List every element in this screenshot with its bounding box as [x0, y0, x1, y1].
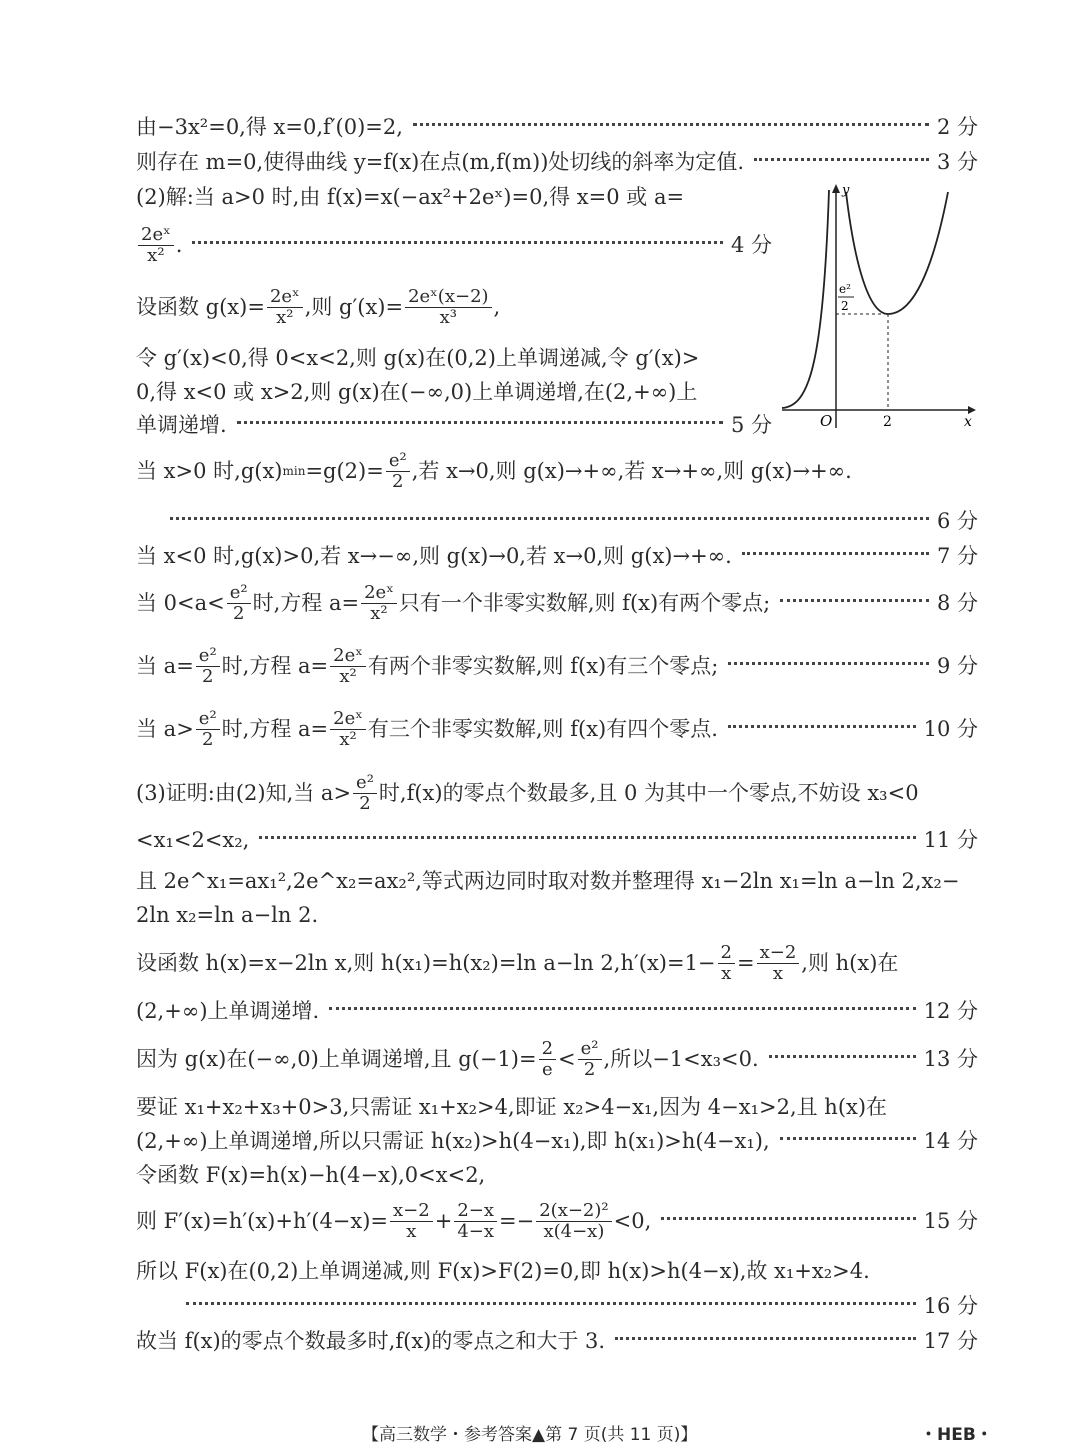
line-text: =g(2)=	[305, 459, 384, 483]
fraction-denominator: 2	[202, 665, 214, 687]
line-text: 时,方程 a=	[221, 717, 329, 741]
fraction	[138, 225, 174, 266]
line-text: ,所以−1<x₃<0.	[603, 1047, 759, 1071]
fraction-numerator: 2eˣ	[361, 583, 397, 604]
solution-line	[136, 770, 919, 816]
line-text: 设函数 h(x)=x−2ln x,则 h(x₁)=h(x₂)=ln a−ln 2,h′(x)=1−	[136, 951, 716, 975]
line-text: 当 x>0 时,g(x)	[136, 459, 283, 483]
solution-line	[136, 542, 978, 570]
line-text: 时,f(x)的零点个数最多,且 0 为其中一个零点,不妨设 x₃<0	[378, 781, 919, 805]
x-axis-arrow	[968, 406, 976, 414]
score-mark: 12 分	[923, 999, 978, 1023]
solution-line	[186, 1292, 978, 1320]
line-text: 则存在 m=0,使得曲线 y=f(x)在点(m,f(m))处切线的斜率为定值.	[136, 150, 745, 174]
solution-line	[136, 1257, 870, 1285]
fraction-numerator: x−2	[390, 1201, 433, 1222]
period: .	[175, 233, 183, 257]
dotted-leader	[413, 123, 929, 126]
solution-line	[136, 284, 500, 330]
fraction-numerator: 2eˣ	[267, 287, 303, 308]
solution-line	[136, 1198, 978, 1244]
fraction-numerator: e²	[227, 583, 251, 604]
score-mark: 6 分	[936, 509, 978, 533]
fraction-denominator: 2	[392, 470, 404, 492]
fraction	[454, 1201, 497, 1242]
dotted-leader	[769, 1055, 916, 1058]
dotted-leader	[728, 662, 929, 665]
line-text: 有三个非零实数解,则 f(x)有四个零点.	[367, 717, 718, 741]
line-text: 所以 F(x)在(0,2)上单调递减,则 F(x)>F(2)=0,即 h(x)>h(4−x),故 x₁+x₂>4.	[136, 1259, 870, 1283]
fraction-denominator: x²	[339, 665, 357, 687]
origin-label: O	[820, 412, 833, 430]
fraction	[718, 943, 735, 984]
solution-line	[136, 1127, 978, 1155]
fraction-numerator: e²	[353, 773, 377, 794]
fraction-denominator: x²	[276, 306, 294, 328]
x-tick-label: 2	[883, 414, 892, 430]
line-text: 时,方程 a=	[221, 654, 329, 678]
y-axis-arrow	[832, 184, 840, 193]
fraction-numerator: 2	[718, 943, 735, 964]
fraction-numerator: 2	[539, 1039, 556, 1060]
dotted-leader	[192, 241, 723, 244]
solution-line	[136, 643, 978, 689]
dotted-leader	[186, 1302, 916, 1305]
line-text: 当 x<0 时,g(x)>0,若 x→−∞,则 g(x)→0,若 x→0,则 g(x)→+∞.	[136, 544, 732, 568]
line-text: <x₁<2<x₂,	[136, 828, 250, 852]
line-text: (2,+∞)上单调递增,所以只需证 h(x₂)>h(4−x₁),即 h(x₁)>h(4−x₁),	[136, 1129, 770, 1153]
solution-line	[136, 1093, 887, 1121]
line-text: 由−3x²=0,得 x=0,f′(0)=2,	[136, 115, 403, 139]
line-text: 只有一个非零实数解,则 f(x)有两个零点;	[398, 591, 771, 615]
line-text: <0,	[613, 1209, 652, 1233]
line-text: =	[736, 951, 755, 975]
fraction	[196, 646, 220, 687]
line-text: (2)解:当 a>0 时,由 f(x)=x(−ax²+2eˣ)=0,得 x=0 或 a=	[136, 185, 685, 209]
fraction	[330, 709, 366, 750]
line-text: 因为 g(x)在(−∞,0)上单调递增,且 g(−1)=	[136, 1047, 537, 1071]
solution-line	[136, 940, 898, 986]
score-mark: 10 分	[923, 717, 978, 741]
page-footer	[0, 1416, 1080, 1446]
line-text: 2ln x₂=ln a−ln 2.	[136, 903, 319, 927]
solution-line	[136, 344, 699, 372]
fraction	[361, 583, 397, 624]
dotted-leader	[661, 1217, 915, 1220]
line-text: <	[558, 1047, 576, 1071]
fraction	[578, 1039, 602, 1080]
fraction-denominator: x²	[147, 244, 165, 266]
score-mark: 8 分	[936, 591, 978, 615]
left-branch-curve	[782, 190, 829, 408]
fraction-denominator: x³	[439, 306, 457, 328]
solution-line	[136, 706, 978, 752]
dotted-leader	[329, 1007, 915, 1010]
fraction-denominator: 4−x	[457, 1220, 495, 1242]
fraction	[267, 287, 303, 328]
score-mark: 15 分	[923, 1209, 978, 1233]
fraction-denominator: 2	[202, 728, 214, 750]
line-text: ,则 g′(x)=	[304, 295, 404, 319]
dotted-leader	[728, 725, 916, 728]
solution-line	[136, 867, 959, 895]
fraction-numerator: 2−x	[454, 1201, 497, 1222]
line-text: +	[434, 1209, 453, 1233]
dotted-leader	[237, 421, 723, 424]
fraction	[536, 1201, 611, 1242]
fraction	[405, 287, 491, 328]
line-text: =−	[499, 1209, 535, 1233]
solution-line	[170, 507, 978, 535]
solution-line	[136, 580, 978, 626]
line-text: 有两个非零实数解,则 f(x)有三个零点;	[367, 654, 719, 678]
score-mark: 9 分	[936, 654, 978, 678]
line-text: 单调递增.	[136, 413, 227, 437]
line-text: 要证 x₁+x₂+x₃+0>3,只需证 x₁+x₂>4,即证 x₂>4−x₁,因为 4−x₁>2,且 h(x)在	[136, 1095, 888, 1119]
comma: ,	[493, 295, 501, 319]
score-mark: 4 分	[730, 233, 772, 257]
line-text: 且 2e^x₁=ax₁²,2e^x₂=ax₂²,等式两边同时取对数并整理得 x₁−2ln x₁=ln a−ln 2,x₂−	[136, 869, 960, 893]
fraction-numerator: x−2	[757, 943, 800, 964]
fraction	[757, 943, 800, 984]
solution-line	[136, 378, 697, 406]
line-text: ,则 h(x)在	[801, 951, 899, 975]
score-mark: 16 分	[923, 1294, 978, 1318]
dotted-leader	[615, 1337, 916, 1340]
fraction-numerator: 2(x−2)²	[536, 1201, 611, 1222]
fraction-numerator: 2eˣ	[330, 709, 366, 730]
solution-line	[136, 1161, 485, 1189]
line-text: ,若 x→0,则 g(x)→+∞,若 x→+∞,则 g(x)→+∞.	[411, 459, 852, 483]
score-mark: 11 分	[923, 828, 978, 852]
fraction-denominator: x	[721, 962, 732, 984]
fraction	[353, 773, 377, 814]
solution-line	[136, 183, 684, 211]
line-text: 当 0<a<	[136, 591, 225, 615]
score-mark: 7 分	[936, 544, 978, 568]
score-mark: 14 分	[923, 1129, 978, 1153]
solution-line	[136, 1327, 978, 1355]
fraction-numerator: e²	[196, 646, 220, 667]
line-text: 故当 f(x)的零点个数最多时,f(x)的零点之和大于 3.	[136, 1329, 606, 1353]
solution-line: 当 x>0 时,g(x) min =g(2)= $\frac{\text{e²}}{2}$ ,若 x→0,则 g(x)→+∞,若 x→+∞,则 g(x)→+∞.	[136, 449, 852, 492]
dotted-leader	[780, 599, 929, 602]
fraction-numerator: 2eˣ	[330, 646, 366, 667]
fraction-denominator: x²	[339, 728, 357, 750]
score-mark: 2 分	[936, 115, 978, 139]
solution-line	[136, 222, 772, 268]
fraction-denominator: x	[406, 1220, 417, 1242]
fraction-numerator: e²	[386, 451, 410, 472]
dotted-leader	[742, 552, 929, 555]
fraction-denominator: e	[541, 1058, 553, 1080]
dotted-leader	[754, 158, 929, 161]
solution-line	[136, 901, 318, 929]
score-mark: 3 分	[936, 150, 978, 174]
fraction	[196, 709, 220, 750]
fraction-numerator: 2eˣ(x−2)	[405, 287, 491, 308]
fraction-denominator: x	[772, 962, 784, 984]
dotted-leader	[259, 836, 915, 839]
line-text: 0,得 x<0 或 x>2,则 g(x)在(−∞,0)上单调递增,在(2,+∞)上	[136, 380, 698, 404]
footer-page-info: 【高三数学・参考答案▲第 7 页(共 11 页)】	[362, 1425, 698, 1445]
x-axis-label: x	[964, 414, 972, 430]
solution-line	[136, 1036, 978, 1082]
y-axis-label: y	[842, 183, 850, 198]
line-text: 则 F′(x)=h′(x)+h′(4−x)=	[136, 1209, 389, 1233]
right-branch-curve	[846, 192, 948, 314]
fraction	[539, 1039, 556, 1080]
line-text: (2,+∞)上单调递增.	[136, 999, 320, 1023]
line-text: 当 a>	[136, 717, 194, 741]
min-value-denominator: 2	[841, 299, 849, 313]
fraction	[227, 583, 251, 624]
solution-line	[136, 148, 978, 176]
min-value-numerator: e²	[839, 282, 851, 296]
line-text: 令 g′(x)<0,得 0<x<2,则 g(x)在(0,2)上单调递减,令 g′(x)>	[136, 346, 700, 370]
line-text: (3)证明:由(2)知,当 a>	[136, 781, 352, 805]
line-text: 设函数 g(x)=	[136, 295, 265, 319]
function-graph	[778, 180, 980, 432]
score-mark: 13 分	[923, 1047, 978, 1071]
fraction	[330, 646, 366, 687]
dotted-leader	[170, 517, 929, 520]
solution-line	[136, 997, 978, 1025]
fraction	[386, 451, 410, 492]
fraction	[390, 1201, 433, 1242]
solution-line	[136, 113, 978, 141]
footer-code: ・HEB・	[920, 1425, 993, 1445]
dotted-leader	[780, 1137, 916, 1140]
fraction-denominator: x²	[370, 602, 388, 624]
score-mark: 17 分	[923, 1329, 978, 1353]
line-text: 时,方程 a=	[252, 591, 360, 615]
fraction-numerator: e²	[578, 1039, 602, 1060]
fraction-denominator: 2	[583, 1058, 596, 1080]
solution-line	[136, 411, 772, 439]
fraction-numerator: e²	[196, 709, 220, 730]
score-mark: 5 分	[730, 413, 772, 437]
fraction-numerator: 2eˣ	[138, 225, 174, 246]
fraction-denominator: 2	[232, 602, 245, 624]
line-text: 令函数 F(x)=h(x)−h(4−x),0<x<2,	[136, 1163, 486, 1187]
line-text: 当 a=	[136, 654, 194, 678]
solution-line	[136, 826, 978, 854]
fraction-denominator: 2	[359, 792, 371, 814]
fraction-denominator: x(4−x)	[543, 1220, 605, 1242]
